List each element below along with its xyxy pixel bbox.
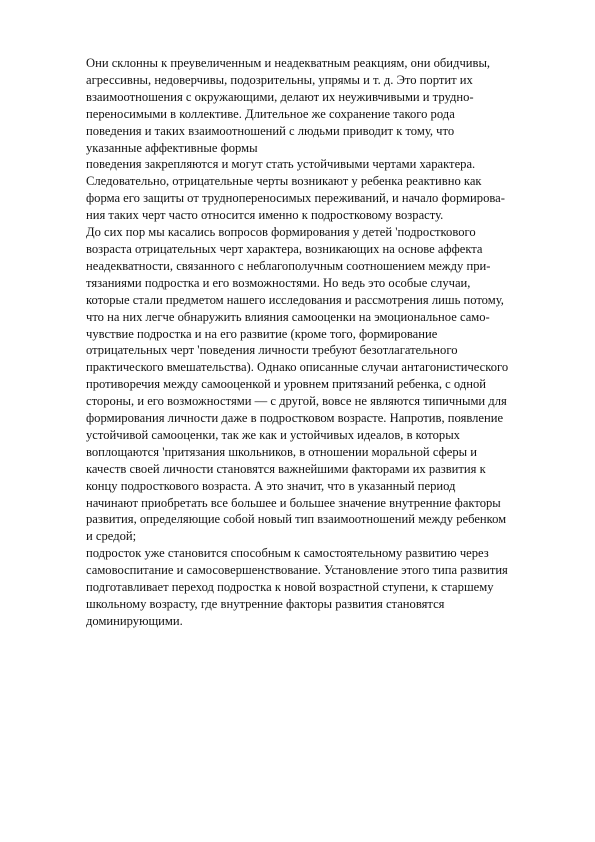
text-line: устойчивой самооценки, так же как и устойчивых идеалов, в которых	[86, 427, 460, 442]
text-line: взаимоотношения с окружающими, делают их неуживчивыми и трудно-	[86, 89, 474, 104]
text-line: переносимыми в коллективе. Длительное же сохранение такого рода	[86, 106, 455, 121]
text-line: практического вмешательства). Однако описанные случаи антагонистического	[86, 360, 509, 375]
text-line: Следовательно, отрицательные черты возникают у ребенка реактивно как	[86, 174, 482, 189]
text-line: формирования личности даже в подростковом возрасте. Напротив, появление	[86, 411, 504, 426]
text-line: тязаниями подростка и его возможностями. Но ведь это особые случаи,	[86, 275, 471, 290]
text-line: качеств своей личности становятся важнейшими факторами их развития к	[86, 461, 486, 476]
text-line: подросток уже становится способным к самостоятельному развитию через	[86, 546, 489, 561]
text-line: подготавливает переход подростка к новой возрастной ступени, к старшему	[86, 580, 494, 595]
text-line: поведения закрепляются и могут стать устойчивыми чертами характера.	[86, 157, 476, 172]
text-line: поведения и таких взаимоотношений с людьми приводит к тому, что	[86, 123, 455, 138]
text-line: форма его защиты от трудноперeносимых переживаний, и начало формирова-	[86, 191, 505, 206]
text-line: отрицательных черт 'поведения личности требуют безотлагательного	[86, 343, 458, 358]
text-line: стороны, и его возможностями — с другой, вовсе не являются типичными для	[86, 394, 507, 409]
text-line: агрессивны, недоверчивы, подозрительны, упрямы и т. д. Это портит их	[86, 72, 473, 87]
text-line: концу подросткового возраста. А это значит, что в указанный период	[86, 478, 456, 493]
text-line: указанные аффективные формы	[86, 140, 258, 155]
text-line: доминирующими.	[86, 613, 183, 628]
text-line: возраста отрицательных черт характера, возникающих на основе аффекта	[86, 241, 483, 256]
document-text	[86, 55, 556, 630]
text-line: чувствие подростка и на его развитие (кроме того, формирование	[86, 326, 438, 341]
text-line: До сих пор мы касались вопросов формирования у детей 'подросткового	[86, 225, 476, 240]
text-line: неадекватности, связанного с неблагополучным соотношением между при-	[86, 258, 491, 273]
text-line: что на них легче обнаружить влияния самооценки на эмоциональное само-	[86, 309, 490, 324]
text-line: развития, определяющие собой новый тип взаимоотношений между ребенком	[86, 512, 507, 527]
text-line: которые стали предметом нашего исследования и рассмотрения лишь потому,	[86, 292, 504, 307]
text-line: и средой;	[86, 529, 137, 544]
text-line: школьному возрасту, где внутренние факторы развития становятся	[86, 597, 445, 611]
text-line: Они склонны к преувеличенным и неадекватным реакциям, они обидчивы,	[86, 56, 491, 70]
text-line: начинают приобретать все большее и большее значение внутренние факторы	[86, 495, 501, 510]
text-line: самовоспитание и самосовершенствование. Установление этого типа развития	[86, 563, 508, 578]
text-line: воплощаются 'притязания школьников, в отношении моральной сферы и	[86, 444, 477, 459]
text-line: ния таких черт часто относится именно к подростковому возрасту.	[86, 208, 444, 223]
text-line: противоречия между самооценкой и уровнем притязаний ребенка, с одной	[86, 377, 487, 392]
